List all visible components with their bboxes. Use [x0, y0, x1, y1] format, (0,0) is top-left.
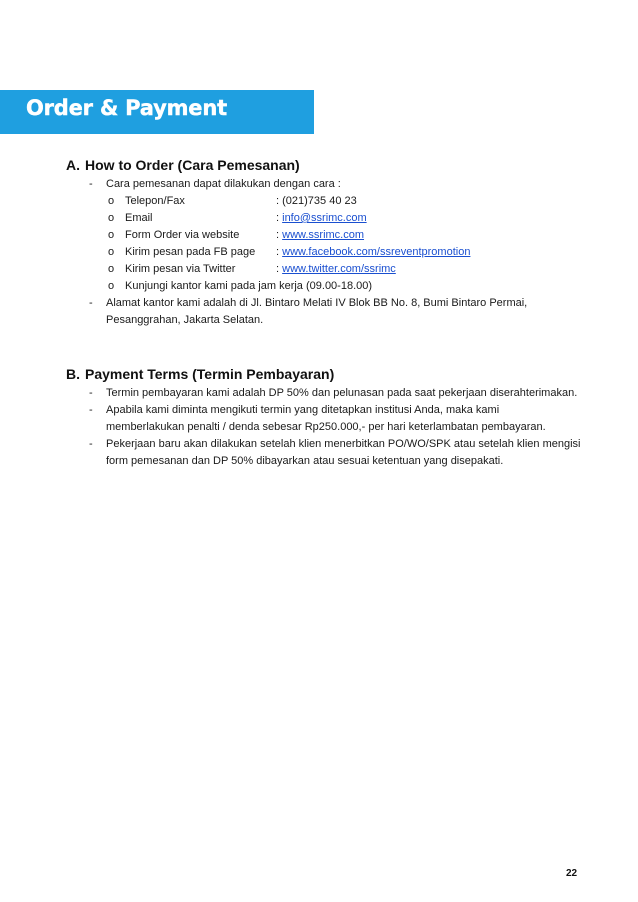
colon-prefix: :	[276, 263, 283, 275]
circle-bullet: o	[108, 229, 115, 241]
contact-value	[276, 228, 364, 242]
section-b-title: Payment Terms (Termin Pembayaran)	[85, 366, 335, 382]
dash-bullet: -	[89, 387, 93, 399]
facebook-link[interactable]: www.facebook.com/ssreventpromotion	[282, 246, 471, 258]
payment-term-text-cont: memberlakukan penalti / denda sebesar Rp250.000,- per hari keterlambatan pembayaran.	[106, 421, 546, 433]
dash-bullet: -	[89, 297, 93, 309]
dash-bullet: -	[89, 438, 93, 450]
section-b-letter: B.	[66, 366, 80, 382]
section-a-title: How to Order (Cara Pemesanan)	[85, 157, 300, 173]
address-text-cont: Pesanggrahan, Jakarta Selatan.	[106, 314, 264, 326]
contact-value: : (021)735 40 23	[276, 195, 357, 207]
payment-term-text: Pekerjaan baru akan dilakukan setelah klien menerbitkan PO/WO/SPK atau setelah klien mengisi	[106, 438, 581, 450]
dash-bullet: -	[89, 178, 93, 190]
contact-value	[276, 245, 470, 259]
address-text: Alamat kantor kami adalah di Jl. Bintaro Melati IV Blok BB No. 8, Bumi Bintaro Permai,	[106, 297, 528, 309]
contact-label: Telepon/Fax	[125, 195, 185, 207]
contact-value	[276, 211, 367, 225]
section-a-letter: A.	[66, 157, 80, 173]
circle-bullet: o	[108, 280, 115, 292]
circle-bullet: o	[108, 212, 115, 224]
payment-term-text-cont: form pemesanan dan DP 50% dibayarkan atau sesuai ketentuan yang disepakati.	[106, 455, 504, 467]
email-link[interactable]: info@ssrimc.com	[282, 212, 367, 224]
payment-term-text: Termin pembayaran kami adalah DP 50% dan pelunasan pada saat pekerjaan diserahterimakan.	[106, 387, 578, 399]
contact-value	[276, 262, 396, 276]
circle-bullet: o	[108, 263, 115, 275]
payment-term-text: Apabila kami diminta mengikuti termin yang ditetapkan institusi Anda, maka kami	[106, 404, 500, 416]
colon-prefix: :	[276, 246, 283, 258]
section-b-heading	[66, 366, 334, 382]
colon-prefix: :	[276, 229, 283, 241]
circle-bullet: o	[108, 246, 115, 258]
contact-label: Kirim pesan pada FB page	[125, 246, 256, 258]
order-intro-text: Cara pemesanan dapat dilakukan dengan cara :	[106, 178, 341, 190]
page-title: Order & Payment	[26, 96, 227, 120]
office-hours-text: Kunjungi kantor kami pada jam kerja (09.00-18.00)	[125, 280, 373, 292]
website-link[interactable]: www.ssrimc.com	[282, 229, 365, 241]
page-number: 22	[566, 868, 578, 879]
circle-bullet: o	[108, 195, 115, 207]
colon-prefix: :	[276, 212, 283, 224]
contact-label: Email	[125, 212, 153, 224]
section-a-heading	[66, 157, 300, 173]
contact-label: Form Order via website	[125, 229, 240, 241]
title-banner	[0, 90, 314, 134]
contact-label: Kirim pesan via Twitter	[125, 263, 236, 275]
twitter-link[interactable]: www.twitter.com/ssrimc	[282, 263, 396, 275]
dash-bullet: -	[89, 404, 93, 416]
